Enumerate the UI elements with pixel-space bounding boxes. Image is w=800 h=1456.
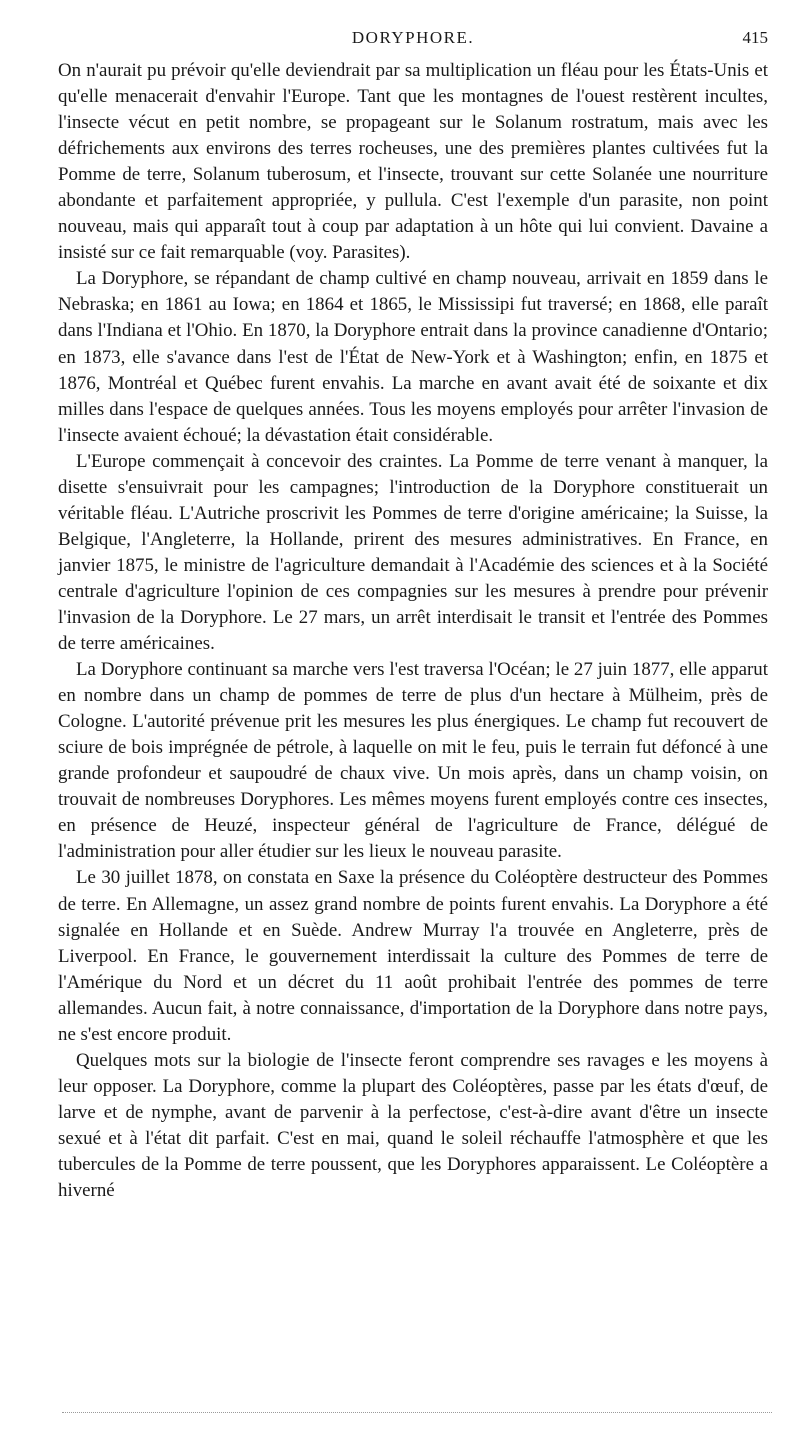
paragraph: La Doryphore, se répandant de champ cultivé en champ nouveau, arrivait en 1859 dans le Nebraska; en 1861 au Iowa; en 1864 et 1865, le Mississipi fut traversé; en 1868, elle paraît dans l'Indiana et l'Ohio. En 1870, la Doryphore entrait dans la province canadienne d'Ontario; en 1873, elle s'avance dans l'est de l'État de New-York et à Washington; enfin, en 1875 et 1876, Montréal et Québec furent envahis. La marche en avant avait été de soixante et dix milles dans l'espace de quelques années. Tous les moyens employés pour arrêter l'invasion de l'insecte avaient échoué; la dévastation était considérable. [58, 268, 768, 446]
paragraph: L'Europe commençait à concevoir des craintes. La Pomme de terre venant à manquer, la disette s'ensuivrait pour les campagnes; l'introduction de la Doryphore constituerait un véritable fléau. L'Autriche proscrivit les Pommes de terre d'origine américaine; la Suisse, la Belgique, l'Angleterre, la Hollande, prirent des mesures administratives. En France, en janvier 1875, le ministre de l'agriculture demandait à l'Académie des sciences et à la Société centrale d'agriculture l'opinion de ces compagnies sur les mesures à prendre pour prévenir l'invasion de la Doryphore. Le 27 mars, un arrêt interdisait le transit et l'entrée des Pommes de terre américaines. [58, 450, 768, 655]
paragraph: Quelques mots sur la biologie de l'insecte feront comprendre ses ravages e les moyens à leur opposer. La Doryphore, comme la plupart des Coléoptères, passe par les états d'œuf, de larve et de nymphe, avant de parvenir à la perfectose, c'est-à-dire avant d'être un insecte sexué et à l'état dit parfait. C'est en mai, quand le soleil réchauffe l'atmosphère et que les tubercules de la Pomme de terre poussent, que les Doryphores apparaissent. Le Coléoptère a hiverné [58, 1049, 768, 1202]
body-text [58, 58, 768, 1204]
paragraph: On n'aurait pu prévoir qu'elle deviendrait par sa multiplication un fléau pour les États-Unis et qu'elle menacerait d'envahir l'Europe. Tant que les montagnes de l'ouest restèrent incultes, l'insecte vécut en petit nombre, se propageant sur le Solanum rostratum, mais avec les défrichements aux environs des terres rocheuses, une des premières plantes cultivées fut la Pomme de terre, Solanum tuberosum, et l'insecte, trouvant sur cette Solanée une nourriture abondante et parfaitement appropriée, y pullula. C'est l'exemple d'un parasite, non point nouveau, mais qui apparaît tout à coup par adaptation à un hôte qui lui convient. Davaine a insisté sur ce fait remarquable (voy. Parasites). [58, 60, 768, 264]
paragraph: Le 30 juillet 1878, on constata en Saxe la présence du Coléoptère destructeur des Pommes de terre. En Allemagne, un assez grand nombre de points furent envahis. La Doryphore a été signalée en Hollande et en Suède. Andrew Murray l'a trouvée en Angleterre, près de Liverpool. En France, le gouvernement interdissait la culture des Pommes de terre de l'Amérique du Nord et un décret du 11 août prohibait l'entrée des pommes de terre allemandes. Aucun fait, à notre connaissance, d'importation de la Doryphore dans notre pays, ne s'est encore produit. [58, 867, 768, 1045]
document-page [58, 0, 768, 1204]
footer-dotted-rule [62, 1412, 772, 1413]
paragraph: La Doryphore continuant sa marche vers l'est traversa l'Océan; le 27 juin 1877, elle apparut en nombre dans un champ de pommes de terre de plus d'un hectare à Mülheim, près de Cologne. L'autorité prévenue prit les mesures les plus énergiques. Le champ fut recouvert de sciure de bois imprégnée de pétrole, à laquelle on mit le feu, puis le terrain fut défoncé à une grande profondeur et saupoudré de chaux vive. Un mois après, dans un champ voisin, on trouvait de nombreuses Doryphores. Les mêmes moyens furent employés contre ces insectes, en présence de Heuzé, inspecteur général de l'agriculture de France, délégué de l'administration pour aller étudier sur les lieux le nouveau parasite. [58, 659, 768, 863]
running-head [58, 0, 768, 47]
running-title: DORYPHORE. [351, 28, 475, 47]
page-number: 415 [742, 28, 768, 47]
